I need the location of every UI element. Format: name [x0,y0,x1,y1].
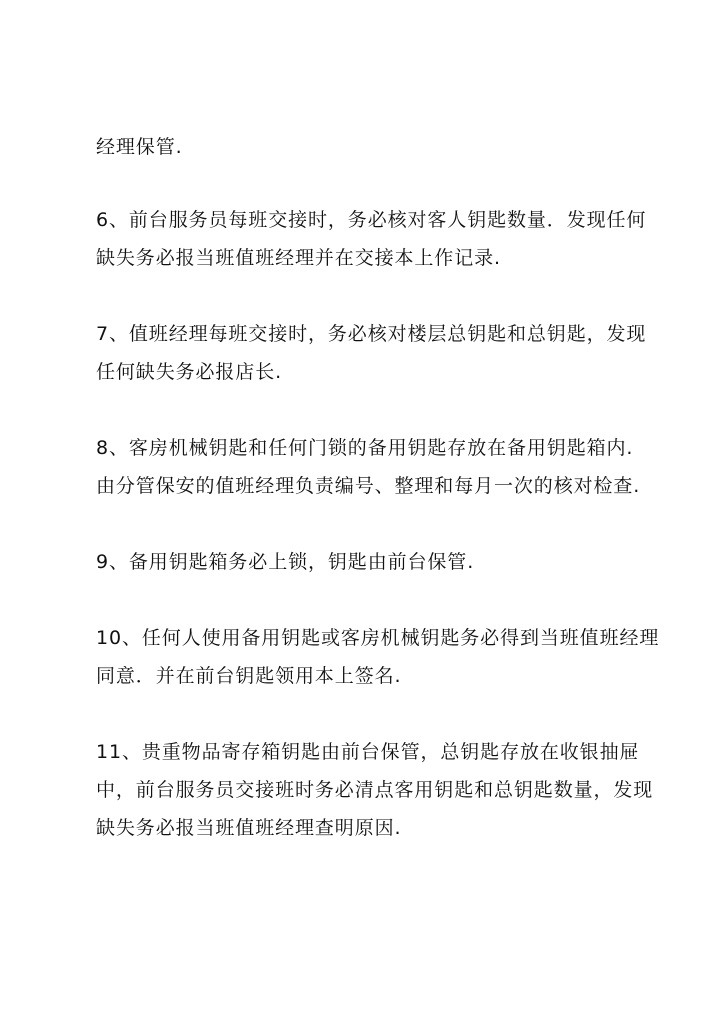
paragraph-line: 10、任何人使用备用钥匙或客房机械钥匙务必得到当班值班经理 [96,627,660,649]
paragraph-line: 缺失务必报当班值班经理查明原因. [96,817,402,839]
paragraph-line: 8、客房机械钥匙和任何门锁的备用钥匙存放在备用钥匙箱内. [96,437,634,459]
paragraph-line: 中，前台服务员交接班时务必清点客用钥匙和总钥匙数量，发现 [96,779,654,801]
paragraph-line: 任何缺失务必报店长. [96,361,283,383]
paragraph-line: 6、前台服务员每班交接时，务必核对客人钥匙数量．发现任何 [96,209,647,231]
paragraph-line: 11、贵重物品寄存箱钥匙由前台保管，总钥匙存放在收银抽屉 [96,741,640,763]
paragraph-line: 7、值班经理每班交接时，务必核对楼层总钥匙和总钥匙，发现 [96,323,647,345]
paragraph-line: 由分管保安的值班经理负责编号、整理和每月一次的核对检查. [96,475,641,497]
paragraph-line: 经理保管. [96,136,183,158]
paragraph-line: 9、备用钥匙箱务必上锁，钥匙由前台保管. [96,551,475,573]
paragraph-line: 缺失务必报当班值班经理并在交接本上作记录. [96,247,501,269]
paragraph-line: 同意．并在前台钥匙领用本上签名. [96,665,402,687]
